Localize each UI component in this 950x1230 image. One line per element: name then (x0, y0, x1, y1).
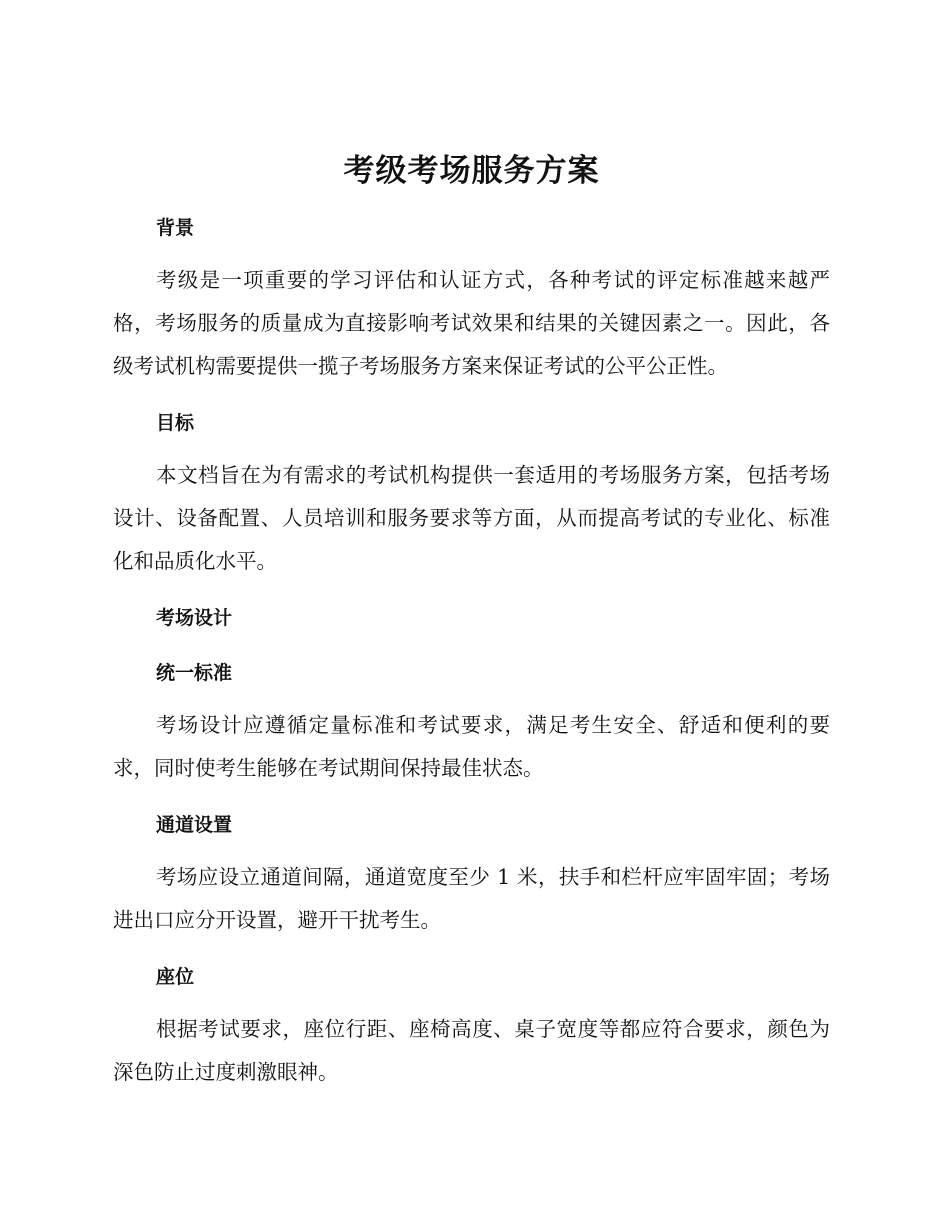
section-body-aisle-setup: 考场应设立通道间隔，通道宽度至少 1 米，扶手和栏杆应牢固牢固；考场进出口应分开设置，避开干扰考生。 (113, 865, 830, 932)
section-heading-unified-standard: 统一标准 (156, 662, 233, 684)
section-heading-seating: 座位 (156, 966, 195, 988)
section-body-goal: 本文档旨在为有需求的考试机构提供一套适用的考场服务方案，包括考场设计、设备配置、人员培训和服务要求等方面，从而提高考试的专业化、标准化和品质化水平。 (113, 463, 830, 573)
section-heading-background: 背景 (156, 217, 195, 239)
section-body-seating: 根据考试要求，座位行距、座椅高度、桌子宽度等都应符合要求，颜色为深色防止过度刺激眼神。 (113, 1017, 830, 1084)
section-body-unified-standard: 考场设计应遵循定量标准和考试要求，满足考生安全、舒适和便利的要求，同时使考生能够在考试期间保持最佳状态。 (113, 713, 830, 780)
document-page (113, 150, 830, 1094)
section-body-background: 考级是一项重要的学习评估和认证方式，各种考试的评定标准越来越严格，考场服务的质量成为直接影响考试效果和结果的关键因素之一。因此，各级考试机构需要提供一揽子考场服务方案来保证考试的公平公正性。 (113, 268, 830, 378)
section-heading-exam-room-design: 考场设计 (156, 607, 233, 629)
section-heading-goal: 目标 (156, 412, 195, 434)
section-heading-aisle-setup: 通道设置 (156, 814, 233, 836)
document-title: 考级考场服务方案 (343, 153, 600, 189)
